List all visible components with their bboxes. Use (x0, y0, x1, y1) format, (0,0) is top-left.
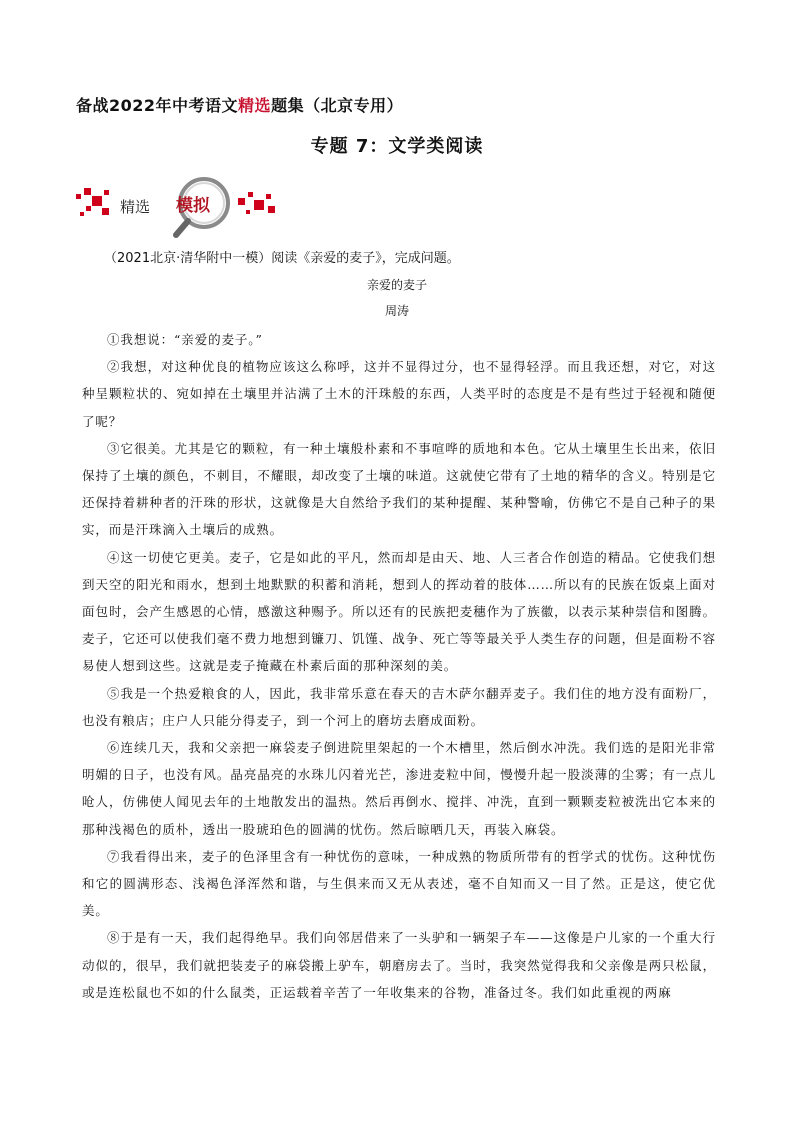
paragraph-4: ④这一切使它更美。麦子，它是如此的平凡，然而却是由天、地、人三者合作创造的精品。它使我们想到天空的阳光和雨水，想到土地默默的积蓄和消耗，想到人的挥动着的肢体……所以有的民族在饭桌上面对面包时，会产生感恩的心情，感激这种赐予。所以还有的民族把麦穗作为了族徽，以表示某种崇信和图腾。麦子，它还可以使我们毫不费力地想到镰刀、饥馑、战争、死亡等等最关乎人类生存的问题，但是面粉不容易使人想到这些。这就是麦子掩藏在朴素后面的那种深刻的美。 (82, 549, 716, 674)
paragraph-3: ③它很美。尤其是它的颗粒，有一种土壤般朴素和不事喧哗的质地和本色。它从土壤里生长出来，依旧保持了土壤的颜色，不刺目，不耀眼，却改变了土壤的味道。这就使它带有了土地的精华的含义。特别是它还保持着耕种者的汗珠的形状，这就像是大自然给予我们的某种提醒、某种警喻，仿佛它不是自己种子的果实，而是汗珠滴入土壤后的成熟。 (82, 440, 716, 538)
paragraph-5: ⑤我是一个热爱粮食的人，因此，我非常乐意在春天的吉木萨尔翻弄麦子。我们住的地方没有面粉厂，也没有粮店；庄户人只能分得麦子，到一个河上的磨坊去磨成面粉。 (82, 685, 716, 728)
paragraph-6: ⑥连续几天，我和父亲把一麻袋麦子倒进院里架起的一个木槽里，然后倒水冲洗。我们选的是阳光非常明媚的日子，也没有风。晶亮晶亮的水珠儿闪着光芒，渗进麦粒中间，慢慢升起一股淡薄的尘雾；有一点儿呛人，仿佛使人闻见去年的土地散发出的温热。然后再倒水、搅拌、冲洗，直到一颗颗麦粒被洗出它本来的那种浅褐色的质朴，透出一股琥珀色的圆满的忧伤。然后晾晒几天，再装入麻袋。 (82, 740, 716, 837)
series-header-suffix: 题集（北京专用） (271, 96, 404, 115)
badge-label-jingxuan: 精选 (120, 198, 151, 216)
topic-title: 专题 7：文学类阅读 (310, 136, 484, 157)
story-author: 周涛 (384, 304, 409, 318)
question-source-line: （2021北京·清华附中一模）阅读《亲爱的麦子》，完成问题。 (104, 251, 460, 266)
story-body (82, 326, 716, 1006)
series-header-accent: 精选 (238, 96, 272, 115)
paragraph-8: ⑧于是有一天，我们起得绝早。我们向邻居借来了一头驴和一辆架子车——这像是户儿家的一个重大行动似的，很早，我们就把装麦子的麻袋搬上驴车，朝磨房去了。当时，我突然觉得我和父亲像是两只松鼠，或是连松鼠也不如的什么鼠类，正运载着辛苦了一年收集来的谷物，准备过冬。我们如此重视的两麻 (82, 930, 716, 1000)
paragraph-2: ②我想，对这种优良的植物应该这么称呼，这并不显得过分，也不显得轻浮。而且我还想，对它，对这种呈颗粒状的、宛如掉在土壤里并沾满了土木的汗珠般的东西，人类平时的态度是不是有些过于轻视和随便了呢？ (82, 359, 716, 429)
series-header-prefix: 备战2022年中考语文 (76, 96, 239, 115)
badge-label-moni: 模拟 (176, 196, 210, 216)
series-header (76, 93, 403, 116)
paragraph-7: ⑦我看得出来，麦子的色泽里含有一种忧伤的意味，一种成熟的物质所带有的哲学式的忧伤。这种忧伤和它的圆满形态、浅褐色泽浑然和谐，与生俱来而又无从表述，毫不自知而又一目了然。正是这，使它优美。 (82, 848, 716, 919)
section-badge (72, 176, 284, 238)
paragraph-1: ①我想说：“亲爱的麦子。” (107, 332, 263, 347)
story-title: 亲爱的麦子 (366, 278, 427, 292)
